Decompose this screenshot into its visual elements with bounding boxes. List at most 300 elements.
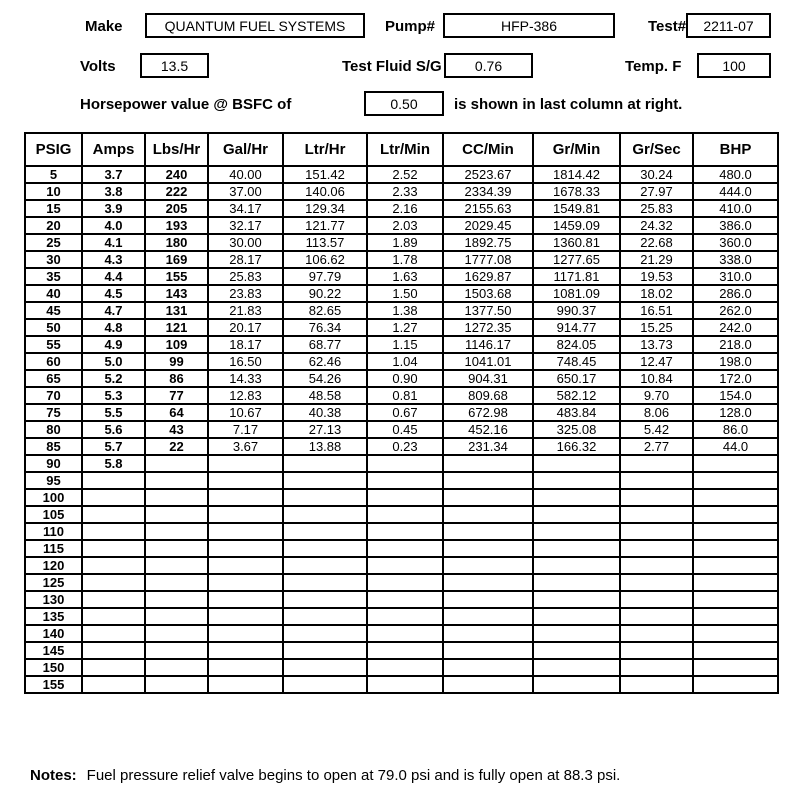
table-cell: 483.84	[533, 404, 620, 421]
table-cell	[283, 608, 367, 625]
table-cell: 193	[145, 217, 208, 234]
table-cell: 904.31	[443, 370, 533, 387]
table-cell	[283, 625, 367, 642]
table-cell	[208, 540, 283, 557]
table-cell: 27.97	[620, 183, 693, 200]
table-body	[25, 166, 778, 693]
table-cell: 1.89	[367, 234, 443, 251]
table-cell: 7.17	[208, 421, 283, 438]
table-cell: 19.53	[620, 268, 693, 285]
table-cell	[145, 676, 208, 693]
table-cell: 35	[25, 268, 82, 285]
table-cell	[367, 676, 443, 693]
table-cell	[145, 455, 208, 472]
table-cell	[443, 472, 533, 489]
table-cell: 1503.68	[443, 285, 533, 302]
table-cell	[82, 489, 145, 506]
table-cell: 28.17	[208, 251, 283, 268]
make-value-box: QUANTUM FUEL SYSTEMS	[145, 13, 365, 38]
table-cell: 1146.17	[443, 336, 533, 353]
table-row	[25, 557, 778, 574]
table-cell	[693, 676, 778, 693]
table-cell	[208, 676, 283, 693]
table-cell	[208, 608, 283, 625]
table-cell: 21.29	[620, 251, 693, 268]
table-cell	[283, 540, 367, 557]
table-cell: 121	[145, 319, 208, 336]
table-cell	[145, 591, 208, 608]
table-cell	[620, 506, 693, 523]
table-cell	[145, 574, 208, 591]
table-row	[25, 642, 778, 659]
table-cell	[443, 557, 533, 574]
table-cell: 109	[145, 336, 208, 353]
table-cell: 5.3	[82, 387, 145, 404]
table-row	[25, 353, 778, 370]
table-cell: 86	[145, 370, 208, 387]
table-cell	[620, 591, 693, 608]
table-cell	[533, 455, 620, 472]
table-cell: 360.0	[693, 234, 778, 251]
notes-line	[30, 767, 620, 784]
notes-label: Notes:	[30, 767, 77, 784]
column-header: CC/Min	[443, 133, 533, 166]
table-row	[25, 438, 778, 455]
table-cell	[620, 523, 693, 540]
table-cell: 16.51	[620, 302, 693, 319]
table-cell	[533, 523, 620, 540]
table-cell	[208, 472, 283, 489]
table-cell	[533, 506, 620, 523]
table-cell	[208, 659, 283, 676]
table-cell	[82, 472, 145, 489]
table-cell	[693, 557, 778, 574]
table-cell: 5.5	[82, 404, 145, 421]
table-cell	[693, 540, 778, 557]
table-cell: 5.0	[82, 353, 145, 370]
table-cell	[693, 591, 778, 608]
table-cell: 13.73	[620, 336, 693, 353]
table-header-row	[25, 133, 778, 166]
table-cell	[367, 506, 443, 523]
table-cell	[145, 506, 208, 523]
table-cell: 2.52	[367, 166, 443, 183]
table-cell	[283, 489, 367, 506]
table-cell	[367, 574, 443, 591]
table-row	[25, 506, 778, 523]
table-cell	[283, 642, 367, 659]
table-cell: 2.16	[367, 200, 443, 217]
table-cell: 90	[25, 455, 82, 472]
table-cell: 151.42	[283, 166, 367, 183]
table-cell: 76.34	[283, 319, 367, 336]
table-cell	[443, 523, 533, 540]
table-cell	[693, 659, 778, 676]
column-header: Gr/Sec	[620, 133, 693, 166]
table-cell	[533, 574, 620, 591]
table-cell	[533, 557, 620, 574]
table-row	[25, 302, 778, 319]
table-cell	[208, 523, 283, 540]
table-cell: 2029.45	[443, 217, 533, 234]
volts-value-box: 13.5	[140, 53, 209, 78]
table-cell	[533, 642, 620, 659]
table-cell: 824.05	[533, 336, 620, 353]
table-cell: 4.5	[82, 285, 145, 302]
table-row	[25, 166, 778, 183]
table-cell	[693, 625, 778, 642]
table-cell	[367, 557, 443, 574]
table-cell	[82, 625, 145, 642]
temp-f-label: Temp. F	[625, 58, 682, 75]
column-header: Lbs/Hr	[145, 133, 208, 166]
table-cell	[620, 659, 693, 676]
table-cell: 128.0	[693, 404, 778, 421]
table-row	[25, 200, 778, 217]
table-cell: 198.0	[693, 353, 778, 370]
pump-number-value-box: HFP-386	[443, 13, 615, 38]
table-cell: 32.17	[208, 217, 283, 234]
table-cell: 1.04	[367, 353, 443, 370]
table-cell	[443, 591, 533, 608]
table-cell	[443, 506, 533, 523]
table-cell: 145	[25, 642, 82, 659]
table-cell	[208, 642, 283, 659]
table-cell	[82, 608, 145, 625]
table-cell	[283, 659, 367, 676]
table-cell: 4.7	[82, 302, 145, 319]
table-cell	[145, 625, 208, 642]
table-row	[25, 455, 778, 472]
table-cell: 24.32	[620, 217, 693, 234]
table-cell: 218.0	[693, 336, 778, 353]
table-cell	[283, 506, 367, 523]
table-cell	[82, 642, 145, 659]
table-cell: 4.4	[82, 268, 145, 285]
table-cell: 0.81	[367, 387, 443, 404]
table-cell: 9.70	[620, 387, 693, 404]
table-cell: 86.0	[693, 421, 778, 438]
table-row	[25, 523, 778, 540]
table-cell: 310.0	[693, 268, 778, 285]
table-row	[25, 319, 778, 336]
table-cell: 1041.01	[443, 353, 533, 370]
column-header: Amps	[82, 133, 145, 166]
table-cell	[145, 540, 208, 557]
table-cell: 1.50	[367, 285, 443, 302]
table-cell: 75	[25, 404, 82, 421]
table-cell: 30.00	[208, 234, 283, 251]
table-cell: 0.90	[367, 370, 443, 387]
table-cell: 48.58	[283, 387, 367, 404]
table-cell: 54.26	[283, 370, 367, 387]
table-cell: 40	[25, 285, 82, 302]
table-row	[25, 676, 778, 693]
table-cell: 20	[25, 217, 82, 234]
table-cell: 105	[25, 506, 82, 523]
table-cell: 125	[25, 574, 82, 591]
table-cell: 16.50	[208, 353, 283, 370]
table-cell	[82, 574, 145, 591]
table-cell	[82, 506, 145, 523]
table-cell: 30.24	[620, 166, 693, 183]
test-number-label: Test#	[648, 18, 687, 35]
table-cell: 2155.63	[443, 200, 533, 217]
table-cell: 5.8	[82, 455, 145, 472]
table-cell: 231.34	[443, 438, 533, 455]
table-cell: 25	[25, 234, 82, 251]
table-cell: 582.12	[533, 387, 620, 404]
table-row	[25, 183, 778, 200]
table-cell: 914.77	[533, 319, 620, 336]
table-cell: 1777.08	[443, 251, 533, 268]
table-cell	[145, 523, 208, 540]
table-cell: 10.84	[620, 370, 693, 387]
table-cell: 2.77	[620, 438, 693, 455]
table-cell	[693, 455, 778, 472]
table-cell: 95	[25, 472, 82, 489]
column-header: Ltr/Hr	[283, 133, 367, 166]
table-cell	[693, 642, 778, 659]
table-cell: 1377.50	[443, 302, 533, 319]
table-cell: 154.0	[693, 387, 778, 404]
table-cell: 45	[25, 302, 82, 319]
table-cell	[620, 625, 693, 642]
table-cell	[620, 540, 693, 557]
table-cell	[443, 455, 533, 472]
table-cell: 5.2	[82, 370, 145, 387]
table-cell	[620, 557, 693, 574]
table-cell	[208, 591, 283, 608]
table-cell: 672.98	[443, 404, 533, 421]
table-cell: 37.00	[208, 183, 283, 200]
table-cell: 140.06	[283, 183, 367, 200]
table-cell	[283, 676, 367, 693]
table-cell: 10	[25, 183, 82, 200]
table-cell: 20.17	[208, 319, 283, 336]
table-cell	[533, 625, 620, 642]
table-cell	[443, 574, 533, 591]
column-header: Gr/Min	[533, 133, 620, 166]
table-cell: 5.7	[82, 438, 145, 455]
table-cell: 1081.09	[533, 285, 620, 302]
table-cell: 100	[25, 489, 82, 506]
table-cell	[367, 625, 443, 642]
table-cell	[620, 642, 693, 659]
table-cell: 166.32	[533, 438, 620, 455]
flow-data-table	[24, 132, 779, 694]
table-cell: 131	[145, 302, 208, 319]
table-row	[25, 336, 778, 353]
table-row	[25, 489, 778, 506]
table-cell	[208, 557, 283, 574]
table-cell	[283, 557, 367, 574]
table-cell: 3.67	[208, 438, 283, 455]
table-cell: 25.83	[620, 200, 693, 217]
table-cell: 1272.35	[443, 319, 533, 336]
table-cell: 338.0	[693, 251, 778, 268]
table-row	[25, 217, 778, 234]
pump-number-label: Pump#	[385, 18, 436, 35]
table-cell: 1171.81	[533, 268, 620, 285]
table-row	[25, 608, 778, 625]
table-cell: 8.06	[620, 404, 693, 421]
table-cell: 13.88	[283, 438, 367, 455]
table-cell: 155	[145, 268, 208, 285]
table-cell: 22	[145, 438, 208, 455]
table-cell	[208, 455, 283, 472]
table-cell: 205	[145, 200, 208, 217]
table-cell: 410.0	[693, 200, 778, 217]
table-cell: 97.79	[283, 268, 367, 285]
table-cell: 444.0	[693, 183, 778, 200]
table-row	[25, 625, 778, 642]
table-cell: 18.02	[620, 285, 693, 302]
table-cell	[693, 574, 778, 591]
table-cell: 60	[25, 353, 82, 370]
table-cell	[208, 574, 283, 591]
table-cell	[367, 591, 443, 608]
bsfc-value-box: 0.50	[364, 91, 444, 116]
table-cell: 113.57	[283, 234, 367, 251]
table-cell: 5	[25, 166, 82, 183]
table-cell	[620, 489, 693, 506]
table-cell: 240	[145, 166, 208, 183]
table-row	[25, 404, 778, 421]
table-cell	[533, 591, 620, 608]
table-cell: 2.33	[367, 183, 443, 200]
table-cell: 1549.81	[533, 200, 620, 217]
table-cell: 150	[25, 659, 82, 676]
table-cell	[145, 472, 208, 489]
table-cell	[443, 489, 533, 506]
table-cell	[533, 676, 620, 693]
test-fluid-sg-label: Test Fluid S/G	[342, 58, 442, 75]
table-cell: 99	[145, 353, 208, 370]
temp-f-value-box: 100	[697, 53, 771, 78]
table-cell: 25.83	[208, 268, 283, 285]
table-cell: 1277.65	[533, 251, 620, 268]
table-cell	[367, 489, 443, 506]
table-cell: 40.00	[208, 166, 283, 183]
table-cell: 155	[25, 676, 82, 693]
table-cell	[145, 557, 208, 574]
test-number-value-box: 2211-07	[686, 13, 771, 38]
table-cell	[443, 625, 533, 642]
table-cell: 990.37	[533, 302, 620, 319]
table-cell: 3.9	[82, 200, 145, 217]
table-cell	[82, 659, 145, 676]
table-cell: 21.83	[208, 302, 283, 319]
table-cell	[443, 642, 533, 659]
table-cell: 27.13	[283, 421, 367, 438]
table-cell: 2.03	[367, 217, 443, 234]
table-cell: 18.17	[208, 336, 283, 353]
table-cell: 3.8	[82, 183, 145, 200]
make-label: Make	[85, 18, 123, 35]
table-cell	[283, 591, 367, 608]
table-cell	[620, 676, 693, 693]
table-cell: 242.0	[693, 319, 778, 336]
column-header: Ltr/Min	[367, 133, 443, 166]
table-cell: 0.23	[367, 438, 443, 455]
table-cell	[145, 608, 208, 625]
table-cell: 1459.09	[533, 217, 620, 234]
table-cell: 5.6	[82, 421, 145, 438]
column-header: Gal/Hr	[208, 133, 283, 166]
table-cell: 262.0	[693, 302, 778, 319]
table-cell	[145, 659, 208, 676]
table-cell	[367, 455, 443, 472]
table-cell: 1.15	[367, 336, 443, 353]
table-row	[25, 574, 778, 591]
table-cell: 4.0	[82, 217, 145, 234]
table-cell: 64	[145, 404, 208, 421]
volts-label: Volts	[80, 58, 116, 75]
table-cell: 44.0	[693, 438, 778, 455]
table-cell	[367, 472, 443, 489]
table-cell: 77	[145, 387, 208, 404]
table-row	[25, 370, 778, 387]
table-cell: 15.25	[620, 319, 693, 336]
table-cell: 70	[25, 387, 82, 404]
table-cell	[367, 659, 443, 676]
table-cell: 68.77	[283, 336, 367, 353]
table-cell: 1.78	[367, 251, 443, 268]
table-cell: 143	[145, 285, 208, 302]
table-cell	[533, 540, 620, 557]
table-cell: 286.0	[693, 285, 778, 302]
table-cell	[82, 591, 145, 608]
table-cell	[693, 489, 778, 506]
table-cell	[82, 557, 145, 574]
table-cell	[533, 608, 620, 625]
table-cell: 15	[25, 200, 82, 217]
table-cell: 650.17	[533, 370, 620, 387]
table-cell	[693, 506, 778, 523]
table-cell: 1.63	[367, 268, 443, 285]
table-cell	[283, 472, 367, 489]
table-cell: 1814.42	[533, 166, 620, 183]
table-cell: 2334.39	[443, 183, 533, 200]
table-cell	[82, 540, 145, 557]
table-cell	[145, 489, 208, 506]
table-cell: 50	[25, 319, 82, 336]
table-row	[25, 285, 778, 302]
table-cell: 82.65	[283, 302, 367, 319]
table-row	[25, 659, 778, 676]
table-cell: 1.27	[367, 319, 443, 336]
table-cell: 180	[145, 234, 208, 251]
table-cell: 222	[145, 183, 208, 200]
table-cell: 0.45	[367, 421, 443, 438]
table-cell: 110	[25, 523, 82, 540]
table-cell	[620, 574, 693, 591]
table-cell: 62.46	[283, 353, 367, 370]
table-cell	[283, 455, 367, 472]
table-cell: 1678.33	[533, 183, 620, 200]
table-row	[25, 540, 778, 557]
table-cell	[443, 608, 533, 625]
table-cell	[208, 489, 283, 506]
table-cell: 140	[25, 625, 82, 642]
table-cell	[208, 625, 283, 642]
notes-text: Fuel pressure relief valve begins to open at 79.0 psi and is fully open at 88.3 psi.	[86, 767, 621, 784]
table-cell: 4.8	[82, 319, 145, 336]
table-cell: 22.68	[620, 234, 693, 251]
table-cell: 12.83	[208, 387, 283, 404]
table-row	[25, 387, 778, 404]
